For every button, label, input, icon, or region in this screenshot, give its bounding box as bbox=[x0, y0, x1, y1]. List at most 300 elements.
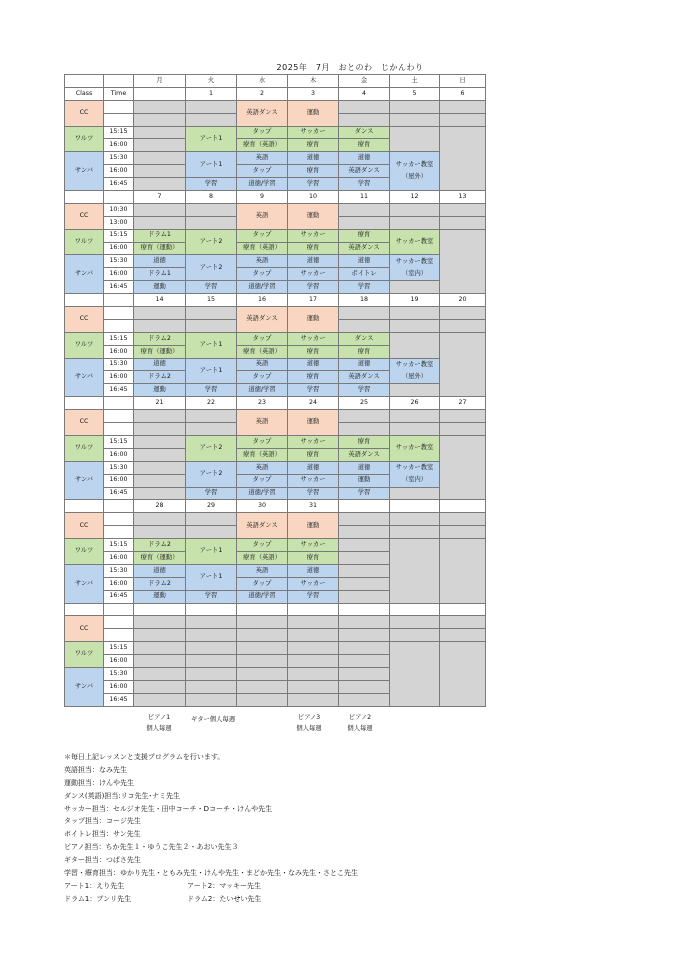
table-cell: 10 bbox=[288, 191, 339, 204]
table-cell: サッカー教室 （屋外） bbox=[390, 358, 440, 384]
table-cell bbox=[237, 629, 288, 642]
table-cell bbox=[288, 603, 339, 616]
table-cell bbox=[440, 435, 486, 499]
table-cell: 15:30 bbox=[104, 461, 134, 474]
table-cell: 英語ダンス bbox=[339, 242, 390, 255]
table-row bbox=[65, 75, 486, 88]
table-cell bbox=[288, 616, 339, 629]
table-cell bbox=[104, 629, 134, 642]
table-cell: タップ bbox=[237, 165, 288, 178]
table-cell bbox=[390, 113, 440, 126]
table-cell: 学習 bbox=[339, 178, 390, 191]
table-cell: 道徳/学習 bbox=[237, 487, 288, 500]
table-cell bbox=[390, 629, 440, 642]
table-cell: CC bbox=[65, 100, 104, 126]
table-cell: 運動 bbox=[134, 590, 186, 603]
table-cell bbox=[134, 461, 186, 474]
table-cell bbox=[186, 216, 237, 229]
table-cell: 30 bbox=[237, 500, 288, 513]
table-cell bbox=[104, 191, 134, 204]
table-cell: タップ bbox=[237, 126, 288, 139]
table-cell: 療育（運動） bbox=[134, 345, 186, 358]
table-cell bbox=[186, 693, 237, 706]
table-cell: 21 bbox=[134, 397, 186, 410]
table-row bbox=[65, 487, 486, 500]
table-cell bbox=[134, 203, 186, 216]
table-cell: 15:30 bbox=[104, 564, 134, 577]
page-title: 2025年 7月 おとのわ じかんわり bbox=[276, 63, 424, 72]
table-cell: ドラム1 bbox=[134, 268, 186, 281]
table-cell: 道徳/学習 bbox=[237, 384, 288, 397]
table-cell: 療育（英語） bbox=[237, 551, 288, 564]
table-cell: 英語 bbox=[237, 358, 288, 371]
table-cell: サンバ bbox=[65, 358, 104, 397]
table-cell bbox=[134, 474, 186, 487]
table-cell bbox=[390, 216, 440, 229]
table-cell bbox=[104, 603, 134, 616]
table-cell: ボイトレ bbox=[339, 268, 390, 281]
table-cell: 道徳 bbox=[339, 152, 390, 165]
table-cell: 16:00 bbox=[104, 655, 134, 668]
table-cell bbox=[65, 603, 104, 616]
table-cell-subtext: （室内） bbox=[401, 476, 428, 484]
table-cell: 9 bbox=[237, 191, 288, 204]
table-cell: 学習 bbox=[288, 281, 339, 294]
table-cell: 16:00 bbox=[104, 680, 134, 693]
piano2-label: ピアノ2 bbox=[348, 714, 372, 721]
table-cell bbox=[339, 513, 390, 526]
table-cell bbox=[339, 629, 390, 642]
table-cell: 16:45 bbox=[104, 281, 134, 294]
table-cell: CC bbox=[65, 203, 104, 229]
table-cell: 16:00 bbox=[104, 371, 134, 384]
table-cell: サッカー教室 （室内） bbox=[390, 255, 440, 281]
piano1-label: ピアノ1 bbox=[147, 714, 171, 721]
table-row bbox=[65, 229, 486, 242]
table-cell bbox=[134, 126, 186, 139]
table-cell: アート2 bbox=[186, 461, 237, 487]
table-cell bbox=[440, 616, 486, 629]
table-cell: 英語ダンス bbox=[339, 448, 390, 461]
table-cell bbox=[186, 100, 237, 113]
table-cell-subtext: （屋外） bbox=[401, 173, 428, 181]
table-cell bbox=[186, 410, 237, 423]
table-cell bbox=[186, 616, 237, 629]
table-row bbox=[65, 539, 486, 552]
table-cell: 学習 bbox=[186, 384, 237, 397]
table-cell: 学習 bbox=[186, 178, 237, 191]
table-cell: 15 bbox=[186, 294, 237, 307]
table-cell: 英語 bbox=[237, 410, 288, 436]
table-cell bbox=[65, 294, 104, 307]
table-cell: 英語 bbox=[237, 203, 288, 229]
table-row bbox=[65, 332, 486, 345]
table-cell: 17 bbox=[288, 294, 339, 307]
table-cell: サッカー教室 bbox=[390, 229, 440, 255]
table-cell: 金 bbox=[339, 75, 390, 88]
table-cell: CC bbox=[65, 410, 104, 436]
table-cell bbox=[65, 191, 104, 204]
table-cell bbox=[339, 423, 390, 436]
table-cell: 15:15 bbox=[104, 642, 134, 655]
table-cell: 4 bbox=[339, 87, 390, 100]
table-cell bbox=[134, 100, 186, 113]
table-cell: 14 bbox=[134, 294, 186, 307]
table-cell bbox=[134, 410, 186, 423]
table-cell: 日 bbox=[440, 75, 486, 88]
table-cell bbox=[104, 526, 134, 539]
table-cell: ワルツ bbox=[65, 126, 104, 152]
table-cell: 16:45 bbox=[104, 590, 134, 603]
table-cell bbox=[288, 655, 339, 668]
table-cell: 療育 bbox=[288, 551, 339, 564]
table-cell: 10:30 bbox=[104, 203, 134, 216]
table-cell: 療育 bbox=[339, 345, 390, 358]
table-cell: 16 bbox=[237, 294, 288, 307]
table-cell bbox=[339, 616, 390, 629]
table-cell: 学習 bbox=[186, 487, 237, 500]
table-cell: 15:15 bbox=[104, 126, 134, 139]
table-cell bbox=[339, 410, 390, 423]
table-cell bbox=[390, 526, 440, 539]
table-cell: タップ bbox=[237, 577, 288, 590]
table-cell bbox=[134, 680, 186, 693]
table-cell: 8 bbox=[186, 191, 237, 204]
table-cell: CC bbox=[65, 513, 104, 539]
table-cell: 12 bbox=[390, 191, 440, 204]
table-cell: サッカー bbox=[288, 332, 339, 345]
table-cell: 29 bbox=[186, 500, 237, 513]
table-cell: 15:15 bbox=[104, 435, 134, 448]
table-cell: CC bbox=[65, 616, 104, 642]
table-cell: サンバ bbox=[65, 667, 104, 706]
table-cell bbox=[237, 655, 288, 668]
table-cell: Class bbox=[65, 87, 104, 100]
table-cell: 16:45 bbox=[104, 384, 134, 397]
table-cell bbox=[134, 152, 186, 165]
table-cell bbox=[134, 448, 186, 461]
table-cell: 22 bbox=[186, 397, 237, 410]
table-cell: 道徳/学習 bbox=[237, 281, 288, 294]
note-drum2: ドラム2：たいせい先生 bbox=[187, 894, 262, 903]
table-cell bbox=[134, 513, 186, 526]
table-cell bbox=[104, 423, 134, 436]
table-cell bbox=[390, 410, 440, 423]
table-cell bbox=[339, 100, 390, 113]
table-cell: ドラム2 bbox=[134, 332, 186, 345]
table-cell bbox=[134, 319, 186, 332]
table-cell: 運動 bbox=[134, 384, 186, 397]
table-cell: 療育 bbox=[339, 139, 390, 152]
piano2-note bbox=[337, 712, 383, 734]
table-cell: アート1 bbox=[186, 126, 237, 152]
table-cell bbox=[134, 629, 186, 642]
note-tap: タップ担当：コージ先生 bbox=[64, 817, 141, 826]
table-cell: 療育 bbox=[288, 345, 339, 358]
table-cell: 学習 bbox=[339, 487, 390, 500]
table-cell bbox=[390, 126, 440, 152]
table-cell bbox=[186, 513, 237, 526]
table-cell: 16:00 bbox=[104, 448, 134, 461]
piano3-note bbox=[286, 712, 332, 734]
table-cell: 療育（英語） bbox=[237, 242, 288, 255]
table-cell: 16:00 bbox=[104, 345, 134, 358]
table-cell bbox=[134, 616, 186, 629]
table-cell bbox=[390, 603, 440, 616]
table-cell: 道徳 bbox=[288, 358, 339, 371]
table-cell: 学習 bbox=[186, 281, 237, 294]
table-cell bbox=[186, 307, 237, 320]
individual-lessons-row bbox=[0, 712, 700, 742]
note-piano: ピアノ担当：ちか先生１・ゆうこ先生２・あおい先生３ bbox=[64, 843, 239, 852]
note-dance: ダンス(英語)担当:リコ先生･ナミ先生 bbox=[64, 791, 181, 800]
table-cell: 英語 bbox=[237, 152, 288, 165]
table-cell bbox=[440, 526, 486, 539]
table-cell: サッカー bbox=[288, 577, 339, 590]
note-guitar: ギター担当：つばさ先生 bbox=[64, 856, 141, 865]
table-cell bbox=[134, 667, 186, 680]
table-cell: 英語 bbox=[237, 255, 288, 268]
table-cell: 16:45 bbox=[104, 487, 134, 500]
table-cell: 学習 bbox=[288, 384, 339, 397]
table-cell bbox=[186, 655, 237, 668]
table-cell bbox=[339, 526, 390, 539]
table-cell: 15:30 bbox=[104, 152, 134, 165]
table-cell bbox=[104, 397, 134, 410]
table-cell bbox=[104, 294, 134, 307]
guitar-note bbox=[182, 712, 244, 728]
table-cell: 16:00 bbox=[104, 165, 134, 178]
piano2-frequency: 個人毎週 bbox=[347, 725, 373, 732]
table-row bbox=[65, 294, 486, 307]
table-cell: CC bbox=[65, 307, 104, 333]
table-cell bbox=[390, 319, 440, 332]
table-cell: 水 bbox=[237, 75, 288, 88]
note-art2: アート2：マッキー先生 bbox=[187, 881, 261, 890]
table-cell bbox=[237, 603, 288, 616]
table-cell: 療育 bbox=[288, 448, 339, 461]
table-cell bbox=[339, 539, 390, 552]
note-exercise: 運動担当：けんや先生 bbox=[64, 778, 134, 787]
table-cell bbox=[339, 667, 390, 680]
table-cell bbox=[134, 642, 186, 655]
table-cell: ワルツ bbox=[65, 435, 104, 461]
table-cell: ワルツ bbox=[65, 539, 104, 565]
table-cell bbox=[339, 693, 390, 706]
table-cell: 運動 bbox=[339, 474, 390, 487]
table-cell bbox=[440, 423, 486, 436]
table-cell bbox=[288, 642, 339, 655]
table-cell: サンバ bbox=[65, 152, 104, 191]
table-cell bbox=[440, 126, 486, 190]
table-cell bbox=[186, 113, 237, 126]
table-cell bbox=[339, 564, 390, 577]
table-cell bbox=[339, 113, 390, 126]
table-cell bbox=[390, 203, 440, 216]
table-cell bbox=[237, 680, 288, 693]
table-cell: タップ bbox=[237, 332, 288, 345]
table-cell bbox=[390, 513, 440, 526]
table-cell: 2 bbox=[237, 87, 288, 100]
note-english: 英語担当：なみ先生 bbox=[64, 765, 127, 774]
table-cell: 5 bbox=[390, 87, 440, 100]
piano3-label: ピアノ3 bbox=[297, 714, 321, 721]
table-cell: 道徳 bbox=[288, 255, 339, 268]
table-cell bbox=[134, 113, 186, 126]
piano1-frequency: 個人毎週 bbox=[146, 725, 172, 732]
table-cell: 15:15 bbox=[104, 229, 134, 242]
table-cell bbox=[104, 500, 134, 513]
table-cell: 英語 bbox=[237, 461, 288, 474]
piano3-frequency: 個人毎週 bbox=[296, 725, 322, 732]
table-row bbox=[65, 100, 486, 113]
table-cell bbox=[104, 75, 134, 88]
table-cell: 31 bbox=[288, 500, 339, 513]
table-row bbox=[65, 603, 486, 616]
table-cell bbox=[390, 500, 440, 513]
table-cell bbox=[134, 693, 186, 706]
notes-intro: ＊毎日上記レッスンと支援プログラムを行います。 bbox=[64, 753, 225, 761]
table-cell: ダンス bbox=[339, 126, 390, 139]
table-cell: アート2 bbox=[186, 255, 237, 281]
table-cell: 15:15 bbox=[104, 332, 134, 345]
table-cell bbox=[440, 629, 486, 642]
table-cell bbox=[339, 680, 390, 693]
note-soccer: サッカー担当：セルジオ先生・田中コーチ・Dコーチ・けんや先生 bbox=[64, 804, 273, 813]
table-cell bbox=[237, 616, 288, 629]
table-cell: 23 bbox=[237, 397, 288, 410]
table-cell: アート1 bbox=[186, 539, 237, 565]
note-art1: アート1：えり先生 bbox=[64, 881, 125, 890]
table-row bbox=[65, 281, 486, 294]
table-cell: ドラム1 bbox=[134, 229, 186, 242]
table-cell: 療育 bbox=[288, 371, 339, 384]
table-cell: 療育（英語） bbox=[237, 448, 288, 461]
table-cell bbox=[339, 655, 390, 668]
notes-section bbox=[64, 751, 564, 906]
table-cell bbox=[186, 680, 237, 693]
note-voice: ボイトレ担当：サン先生 bbox=[64, 830, 141, 839]
table-cell bbox=[65, 397, 104, 410]
note-drum bbox=[64, 893, 564, 906]
table-cell: ドラム2 bbox=[134, 539, 186, 552]
table-cell bbox=[440, 410, 486, 423]
table-cell: 16:00 bbox=[104, 139, 134, 152]
table-cell bbox=[104, 513, 134, 526]
table-cell bbox=[440, 203, 486, 216]
table-cell: 16:00 bbox=[104, 551, 134, 564]
table-cell: 学習 bbox=[288, 487, 339, 500]
table-cell bbox=[339, 307, 390, 320]
table-cell bbox=[390, 307, 440, 320]
table-cell bbox=[390, 642, 440, 706]
table-cell: アート1 bbox=[186, 564, 237, 590]
table-cell: 道徳 bbox=[339, 255, 390, 268]
table-cell: 16:00 bbox=[104, 242, 134, 255]
table-cell bbox=[440, 642, 486, 706]
table-cell: 療育 bbox=[339, 435, 390, 448]
table-cell: 25 bbox=[339, 397, 390, 410]
table-cell: サッカー bbox=[288, 539, 339, 552]
table-cell: 16:00 bbox=[104, 268, 134, 281]
table-cell: 道徳 bbox=[134, 564, 186, 577]
table-cell: 28 bbox=[134, 500, 186, 513]
table-row bbox=[65, 642, 486, 655]
table-cell: アート1 bbox=[186, 332, 237, 358]
table-cell bbox=[134, 165, 186, 178]
table-cell: ワルツ bbox=[65, 229, 104, 255]
table-cell bbox=[339, 551, 390, 564]
table-cell bbox=[134, 87, 186, 100]
table-cell bbox=[339, 603, 390, 616]
table-cell bbox=[339, 577, 390, 590]
table-cell: 3 bbox=[288, 87, 339, 100]
table-row bbox=[65, 307, 486, 320]
table-cell bbox=[134, 178, 186, 191]
table-cell: ダンス bbox=[339, 332, 390, 345]
table-cell: 26 bbox=[390, 397, 440, 410]
table-cell: 英語ダンス bbox=[339, 165, 390, 178]
table-cell: 学習 bbox=[339, 384, 390, 397]
table-row bbox=[65, 87, 486, 100]
table-cell: 運動 bbox=[288, 513, 339, 539]
table-cell bbox=[65, 500, 104, 513]
table-cell: 月 bbox=[134, 75, 186, 88]
table-cell: 6 bbox=[440, 87, 486, 100]
table-cell: アート2 bbox=[186, 229, 237, 255]
table-cell bbox=[390, 539, 440, 603]
piano1-note bbox=[136, 712, 182, 734]
table-cell: 13:00 bbox=[104, 216, 134, 229]
table-cell bbox=[339, 203, 390, 216]
table-cell: アート1 bbox=[186, 358, 237, 384]
table-cell: 学習 bbox=[288, 590, 339, 603]
table-cell bbox=[134, 526, 186, 539]
table-cell: 療育 bbox=[288, 242, 339, 255]
table-cell bbox=[186, 423, 237, 436]
table-cell: 27 bbox=[440, 397, 486, 410]
table-cell: 16:45 bbox=[104, 178, 134, 191]
table-row bbox=[65, 126, 486, 139]
table-cell: 英語ダンス bbox=[339, 371, 390, 384]
table-cell: サンバ bbox=[65, 564, 104, 603]
table-cell: 道徳/学習 bbox=[237, 178, 288, 191]
table-cell bbox=[104, 307, 134, 320]
table-cell bbox=[440, 319, 486, 332]
table-cell: サッカー教室 bbox=[390, 435, 440, 461]
table-cell: 療育（英語） bbox=[237, 345, 288, 358]
table-cell: 7 bbox=[134, 191, 186, 204]
table-cell bbox=[339, 642, 390, 655]
schedule-table bbox=[64, 74, 486, 707]
table-cell: 運動 bbox=[288, 203, 339, 229]
table-cell: 15:30 bbox=[104, 255, 134, 268]
table-cell bbox=[134, 307, 186, 320]
table-cell: 24 bbox=[288, 397, 339, 410]
table-cell bbox=[390, 487, 440, 500]
table-cell: 道徳 bbox=[288, 461, 339, 474]
note-art bbox=[64, 880, 564, 893]
table-cell: 運動 bbox=[288, 410, 339, 436]
table-cell: タップ bbox=[237, 474, 288, 487]
table-cell: サッカー教室 （屋外） bbox=[390, 152, 440, 191]
table-cell: 運動 bbox=[134, 281, 186, 294]
table-cell bbox=[104, 410, 134, 423]
table-cell bbox=[237, 667, 288, 680]
table-row bbox=[65, 461, 486, 474]
table-cell: タップ bbox=[237, 539, 288, 552]
guitar-label: ギター個人毎週 bbox=[190, 716, 235, 723]
